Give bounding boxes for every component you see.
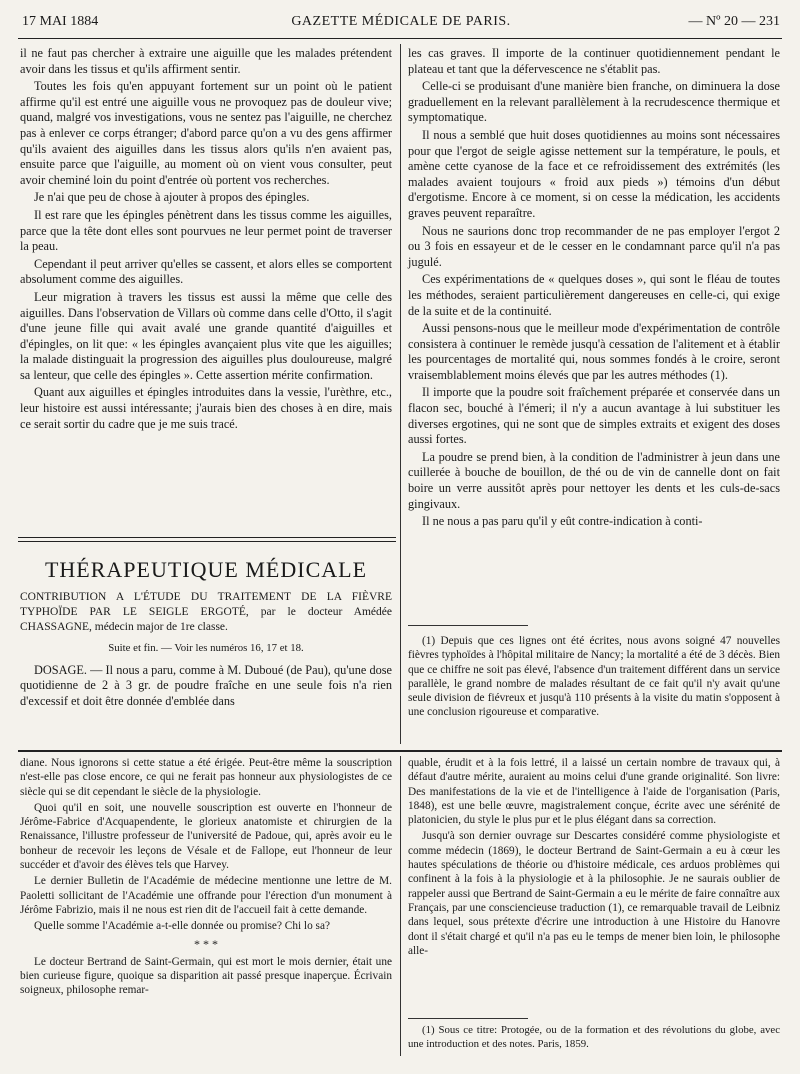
paragraph: DOSAGE. — Il nous a paru, comme à M. Duboué (de Pau), qu'une dose quotidienne de 2 à 3 gr. de poudre fraîche en une seule fois n'a rien d'excessif et doit être donnée d'emblée dans [20,662,392,708]
paragraph: quable, érudit et à la fois lettré, il a laissé un certain nombre de travaux qui, à défaut d'autre mérite, auraient au moins celui d'une grande originalité. Son livre: Des manifestations de la vie et de l'intelligence à l'aide de l'organisation (Paris, 1848), est une belle œuvre, magistralement conçue, écrite avec une sérénité de platonicien, du style le plus pur et le plus élégant dans sa correction. [408,757,780,827]
suite-note: Suite et fin. — Voir les numéros 16, 17 et 18. [108,641,304,654]
paragraph: Jusqu'à son dernier ouvrage sur Descartes considéré comme physiologiste et comme médecin (1869), le docteur Bertrand de Saint-Germain a eu à cœur les hautes spéculations de théorie ou d'histoire médicale, ces arduos problèmes qui confinent à la fois à la physiologie et à la philosophie. Je ne saurais oublier de rappeler aussi que Bertrand de Saint-Germain a eu le mérite de faire connaître aux Français, par une consciencieuse traduction (1), ce remarquable travail de Leibniz dans lequel, sous prétexte d'écrire une introduction à une Histoire du Hanovre dont il s'était chargé et qu'il n'a pas eu le temps de mener bien loin, le philosophe alle- [408,830,780,957]
footnote-rule [408,1018,528,1019]
paragraph: les cas graves. Il importe de la continuer quotidiennement pendant le plateau et tant que la défervescence ne s'établit pas. [408,46,780,76]
paragraph: diane. Nous ignorons si cette statue a été érigée. Peut-être même la souscription n'est-elle pas close encore, ce qui ne ferait pas honneur aux physiologistes de ce siècle qui se dit cependant le siècle de la physiologie. [20,757,392,798]
footnote [408,634,780,720]
paragraph: Le dernier Bulletin de l'Académie de médecine mentionne une lettre de M. Paoletti sollicitant de l'Académie une offrande pour l'érection d'un monument à Jérôme Fabrizio, mais il ne nous est rien dit de l'accueil fait à cette demande. [20,875,392,916]
bottom-left-column [20,756,392,999]
top-right-column [408,46,780,532]
paragraph: Aussi pensons-nous que le meilleur mode d'expérimentation de contrôle consistera à continuer le remède jusqu'à cessation de l'alitement et à établir les pourcentages de mortalité qui, nous sommes fondés à le croire, seront vraisemblablement moins élevés que par les autres méthodes (1). [408,321,780,382]
section-title: THÉRAPEUTIQUE MÉDICALE [44,557,368,582]
article-column [20,552,392,711]
section-rule [18,537,396,542]
header-page-ref: — Nº 20 — 231 [688,14,780,29]
footnote-text: (1) Depuis que ces lignes ont été écrites, nous avons soigné 47 nouvelles fièvres typhoïdes à l'hôpital militaire de Nancy; la mortalité a été de 3 décès. Bien que ce chiffre ne soit pas élevé, l'absence d'un traitement différent dans un service parallèle, le grand nombre de malades résultant de ce fait qu'il n'y avait qu'une seule division de fiévreux et jusqu'à 110 présents à la visite du matin s'opposent à une conclusion rigoureuse et comparative. [408,635,780,719]
article-title: CONTRIBUTION A L'ÉTUDE DU TRAITEMENT DE LA FIÈVRE TYPHOÏDE PAR LE SEIGLE ERGOTÉ, par le docteur Amédée CHASSAGNE, médecin major de 1re classe. [20,590,392,633]
paragraph: Il est rare que les épingles pénètrent dans les tissus comme les aiguilles, parce que la tête dont elles sont pourvues ne leur permet point de traverser la peau. [20,207,392,254]
header-journal: GAZETTE MÉDICALE DE PARIS. [291,14,511,29]
paragraph: Il importe que la poudre soit fraîchement préparée et conservée dans un flacon sec, bouché à l'émeri; il n'y a aucun avantage à lui substituer les diverses ergotines, qui ne sont que de simples extraits et exigent des doses aussi fortes. [408,385,780,447]
paragraph: Celle-ci se produisant d'une manière bien franche, on diminuera la dose graduellement en la relevant parallèlement à la recrudescence thermique et symptomatique. [408,79,780,125]
page-header [22,14,780,38]
bottom-right-column [408,756,780,960]
paragraph: Nous ne saurions donc trop recommander de ne pas employer l'ergot 2 ou 3 fois en essayeur et de le cesser en le condamnant parce qu'il n'a pas jugulé. [408,223,780,269]
section-stars: * * * [194,936,218,951]
footnote-rule [408,625,528,626]
paragraph: Toutes les fois qu'en appuyant fortement sur un point où le patient affirme qu'il est entré une aiguille vous ne provoquez pas de douleur vive; quand, malgré vos investigations, vous ne sentez pas l'aiguille, ne cherchez pas à enlever ce corps étranger; d'abord parce qu'on a vu des gens affirmer qu'ils avaient des aiguilles dans les tissus alors qu'ils n'en avaient pas, ensuite parce que l'aiguille, au moment où on vient vous consulter, peut avoir cheminé loin du point d'entrée où portent vos recherches. [20,79,392,187]
paragraph: Leur migration à travers les tissus est aussi la même que celle des aiguilles. Dans l'observation de Villars où comme dans celle d'Otto, il s'agit d'une jeune fille qui avait avalé une grande quantité d'aiguilles et d'épingles, on lit que: « les épingles avançaient plus vite que les aiguilles; la malade distinguait la progression des aiguilles plus douloureuse, malgré sa lenteur, que celle des épingles ». Cette assertion mérite confirmation. [20,289,392,382]
paragraph: La poudre se prend bien, à la condition de l'administrer à jeun dans une cuillerée à bouche de bouillon, de thé ou de vin de cannelle dont on fait boire un verre aussitôt après pour nettoyer les dents et les culs-de-sacs gingivaux. [408,449,780,511]
paragraph: Il ne nous a pas paru qu'il y eût contre-indication à conti- [422,514,703,529]
paragraph: Cependant il peut arriver qu'elles se cassent, et alors elles se comportent absolument comme des aiguilles. [20,256,392,287]
footnote [408,1024,780,1051]
paragraph: il ne faut pas chercher à extraire une aiguille que les malades prétendent avoir dans les tissus et qu'ils affirment sentir. [20,46,392,76]
paragraph: Quelle somme l'Académie a-t-elle donnée ou promise? Chi lo sa? [34,920,330,933]
paragraph: Il nous a semblé que huit doses quotidiennes au moins sont nécessaires pour que l'ergot de seigle agisse nettement sur la température, le pouls, et amène cette cyanose de la face et ce refroidissement des extrémités (les malades avaient toujours « froid aux pieds ») témoins d'un début d'ergotisme. Encore à ce moment, si on cesse la médication, les accidents graves peuvent reparaître. [408,127,780,220]
paragraph: Je n'ai que peu de chose à ajouter à propos des épingles. [34,190,310,205]
header-date: 17 MAI 1884 [22,14,99,29]
column-divider [400,756,401,1056]
header-rule [18,38,782,39]
page-separator [18,750,782,752]
paragraph: Le docteur Bertrand de Saint-Germain, qui est mort le mois dernier, était une bien curieuse figure, quoique sa disparition ait passé presque inaperçue. Écrivain soigneux, philosophe remar- [20,955,392,997]
paragraph: Quoi qu'il en soit, une nouvelle souscription est ouverte en l'honneur de Jérôme-Fabrice d'Acquapendente, le glorieux anatomiste et chirurgien de la Renaissance, l'illustre professeur de l'université de Padoue, qui, après avoir eu le bonheur de recevoir les leçons de Vésale et de Fallope, eut l'honneur de leur succéder et d'avoir des élèves tels que Harvey. [20,801,392,872]
top-left-column [20,46,392,434]
footnote-text: (1) Sous ce titre: Protogée, ou de la formation et des révolutions du globe, avec une introduction et des notes. Paris, 1859. [408,1024,780,1050]
paragraph: Ces expérimentations de « quelques doses », qui sont le fléau de toutes les méthodes, seraient particulièrement dangereuses en celle-ci, qui exige de la suite et de la continuité. [408,272,780,318]
column-divider [400,44,401,744]
paragraph: Quant aux aiguilles et épingles introduites dans la vessie, l'urèthre, etc., leur histoire est aussi intéressante; j'aurais bien des choses à en dire, mais ce serait sortir du cadre que je me suis tracé. [20,385,392,431]
